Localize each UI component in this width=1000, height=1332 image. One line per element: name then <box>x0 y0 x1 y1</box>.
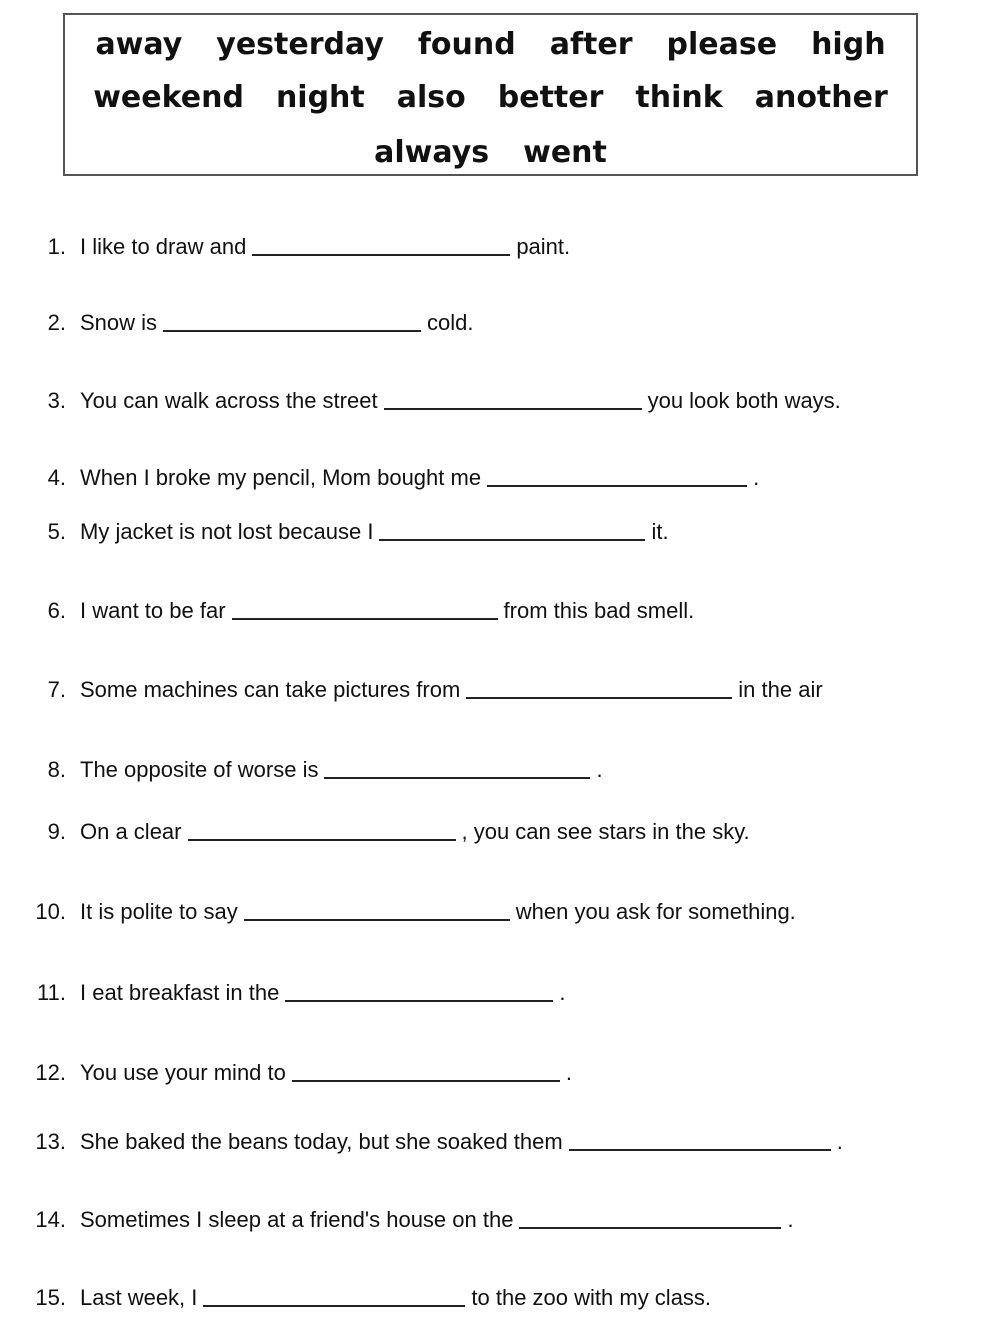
question-text: On a clear <box>80 819 182 844</box>
question-text: It is polite to say <box>80 899 238 924</box>
word-bank-word: night <box>275 80 365 115</box>
question-number: 7. <box>47 677 66 702</box>
word-bank-row-2 <box>65 80 916 116</box>
question-item <box>0 1207 794 1233</box>
word-bank-word: also <box>396 80 466 115</box>
question-item <box>0 980 565 1006</box>
question-number: 15. <box>35 1285 66 1310</box>
question-text: I want to be far <box>80 598 226 623</box>
question-item <box>0 598 694 624</box>
question-text-end: in the air <box>738 677 823 702</box>
question-text: I like to draw and <box>80 234 247 259</box>
question-text: The opposite of worse is <box>80 757 319 782</box>
question-number: 13. <box>35 1129 66 1154</box>
question-item <box>0 1129 843 1155</box>
question-text-end: from this bad smell. <box>503 598 695 623</box>
question-item <box>0 899 796 925</box>
question-number: 6. <box>47 598 66 623</box>
question-number: 4. <box>47 465 66 490</box>
word-bank-word: high <box>811 27 886 62</box>
answer-blank[interactable] <box>244 919 510 921</box>
question-number: 5. <box>47 519 66 544</box>
question-text: You use your mind to <box>80 1060 286 1085</box>
question-text: When I broke my pencil, Mom bought me <box>80 465 482 490</box>
word-bank-word: away <box>95 27 183 62</box>
question-item <box>0 677 823 703</box>
question-text: You can walk across the street <box>80 388 378 413</box>
question-text-end: . <box>559 980 566 1005</box>
answer-blank[interactable] <box>188 839 456 841</box>
question-number: 2. <box>47 310 66 335</box>
answer-blank[interactable] <box>487 485 747 487</box>
question-item <box>0 757 603 783</box>
question-text-end: it. <box>651 519 669 544</box>
word-bank-word: weekend <box>93 80 244 115</box>
question-text-end: . <box>753 465 760 490</box>
question-number: 9. <box>47 819 66 844</box>
word-bank-word: please <box>666 27 778 62</box>
answer-blank[interactable] <box>379 539 645 541</box>
answer-blank[interactable] <box>252 254 510 256</box>
question-text-end: . <box>565 1060 572 1085</box>
question-number: 8. <box>47 757 66 782</box>
question-text: I eat breakfast in the <box>80 980 280 1005</box>
word-bank-word: found <box>417 27 516 62</box>
word-bank-word: went <box>523 135 607 170</box>
answer-blank[interactable] <box>466 697 732 699</box>
question-text-end: when you ask for something. <box>515 899 796 924</box>
word-bank-word: yesterday <box>216 27 384 62</box>
question-text: Snow is <box>80 310 158 335</box>
question-number: 11. <box>37 980 66 1005</box>
word-bank-word: after <box>549 27 633 62</box>
word-bank-box <box>63 13 918 176</box>
answer-blank[interactable] <box>163 330 421 332</box>
question-number: 3. <box>47 388 66 413</box>
word-bank-row-3 <box>65 135 916 171</box>
answer-blank[interactable] <box>519 1227 781 1229</box>
answer-blank[interactable] <box>232 618 498 620</box>
question-item <box>0 1285 711 1311</box>
question-item <box>0 1060 572 1086</box>
answer-blank[interactable] <box>324 777 590 779</box>
question-text-end: . <box>836 1129 843 1154</box>
question-number: 10. <box>35 899 66 924</box>
question-number: 1. <box>47 234 66 259</box>
question-text-end: cold. <box>427 310 474 335</box>
word-bank-word: always <box>374 135 490 170</box>
question-text-end: paint. <box>516 234 571 259</box>
question-text-end: , you can see stars in the sky. <box>461 819 750 844</box>
question-item <box>0 465 759 491</box>
word-bank-row-1 <box>65 27 916 63</box>
question-text: Sometimes I sleep at a friend's house on the <box>80 1207 514 1232</box>
answer-blank[interactable] <box>569 1149 831 1151</box>
question-text-end: to the zoo with my class. <box>471 1285 712 1310</box>
question-number: 12. <box>35 1060 66 1085</box>
answer-blank[interactable] <box>292 1080 560 1082</box>
question-text-end: . <box>787 1207 794 1232</box>
answer-blank[interactable] <box>384 408 642 410</box>
question-number: 14. <box>35 1207 66 1232</box>
answer-blank[interactable] <box>285 1000 553 1002</box>
question-item <box>0 819 750 845</box>
question-item <box>0 310 474 336</box>
question-text: My jacket is not lost because I <box>80 519 374 544</box>
question-text-end: you look both ways. <box>647 388 841 413</box>
question-text: She baked the beans today, but she soaked them <box>80 1129 563 1154</box>
answer-blank[interactable] <box>203 1305 465 1307</box>
word-bank-word: better <box>497 80 604 115</box>
question-item <box>0 388 841 414</box>
word-bank-word: think <box>635 80 723 115</box>
question-text: Some machines can take pictures from <box>80 677 461 702</box>
word-bank-word: another <box>754 80 888 115</box>
question-item <box>0 519 669 545</box>
question-text: Last week, I <box>80 1285 198 1310</box>
question-item <box>0 234 570 260</box>
question-text-end: . <box>596 757 603 782</box>
